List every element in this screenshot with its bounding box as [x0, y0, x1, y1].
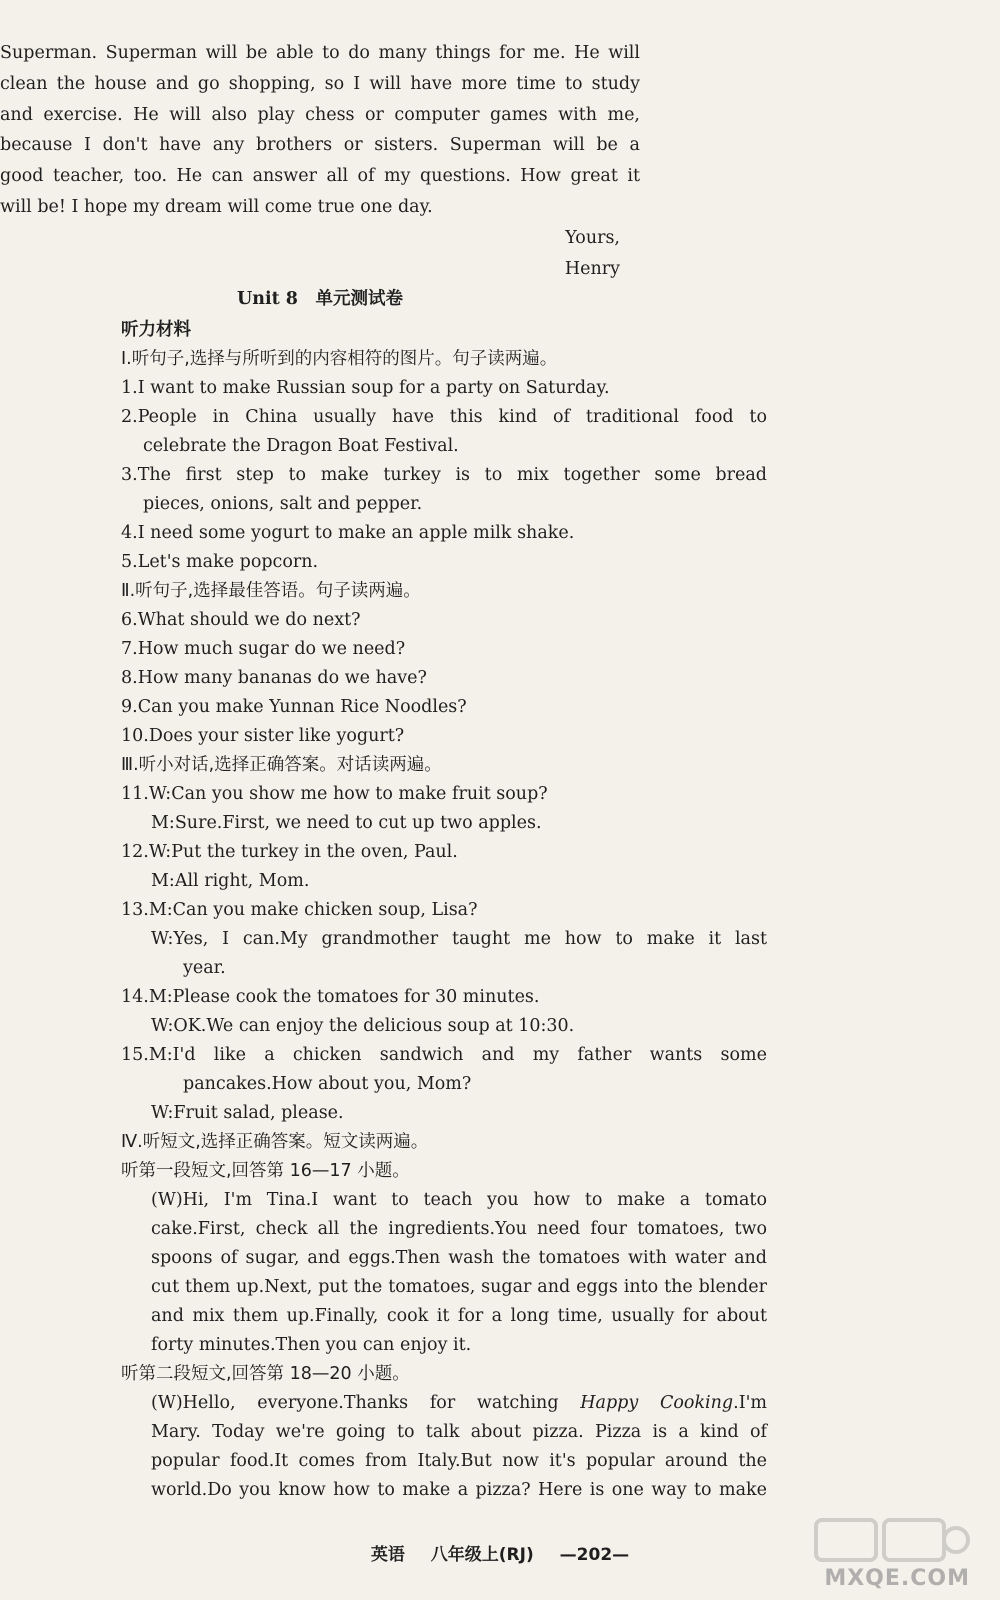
- passage-intro: 听第二段短文,回答第 18—20 小题。: [121, 1364, 410, 1384]
- unit-title: Unit 8 单元测试卷: [237, 289, 403, 310]
- question-item: W:Fruit salad, please.: [151, 1103, 344, 1123]
- question-item: 7.How much sugar do we need?: [121, 639, 406, 659]
- question-item: M:All right, Mom.: [151, 871, 310, 891]
- question-item: 3.The first step to make turkey is to mix together some bread: [121, 465, 767, 485]
- letter-line: because I don't have any brothers or sisters. Superman will be a: [0, 135, 640, 156]
- question-item: 8.How many bananas do we have?: [121, 668, 427, 688]
- question-item: W:Yes, I can.My grandmother taught me how to make it last: [151, 929, 767, 949]
- passage-line: (W)Hi, I'm Tina.I want to teach you how to make a tomato: [151, 1190, 767, 1210]
- question-item: 2.People in China usually have this kind of traditional food to: [121, 407, 767, 427]
- passage-line-text: (W)Hello, everyone.Thanks for watching: [151, 1393, 581, 1413]
- listening-material: [121, 316, 767, 1505]
- letter-line: good teacher, too. He can answer all of my questions. How great it: [0, 166, 640, 187]
- question-item: 14.M:Please cook the tomatoes for 30 minutes.: [121, 987, 540, 1007]
- section-heading: Ⅰ.听句子,选择与所听到的内容相符的图片。句子读两遍。: [121, 349, 558, 369]
- question-item: pieces, onions, salt and pepper.: [143, 494, 423, 514]
- listening-heading: 听力材料: [121, 320, 191, 340]
- question-item: 11.W:Can you show me how to make fruit soup?: [121, 784, 548, 804]
- section-heading: Ⅱ.听句子,选择最佳答语。句子读两遍。: [121, 581, 421, 601]
- question-item: celebrate the Dragon Boat Festival.: [143, 436, 459, 456]
- question-item: 12.W:Put the turkey in the oven, Paul.: [121, 842, 458, 862]
- question-item: 4.I need some yogurt to make an apple milk shake.: [121, 523, 575, 543]
- letter-line: and exercise. He will also play chess or computer games with me,: [0, 104, 640, 125]
- question-item: W:OK.We can enjoy the delicious soup at 10:30.: [151, 1016, 575, 1036]
- section-heading: Ⅳ.听短文,选择正确答案。短文读两遍。: [121, 1132, 429, 1152]
- passage-line: [121, 1389, 767, 1418]
- question-item: year.: [183, 958, 226, 978]
- passage-line: cut them up.Next, put the tomatoes, sugar and eggs into the blender: [151, 1277, 767, 1297]
- question-item: 15.M:I'd like a chicken sandwich and my father wants some: [121, 1045, 767, 1065]
- question-item: 1.I want to make Russian soup for a party on Saturday.: [121, 378, 610, 398]
- footer-grade: 八年级上(RJ): [430, 1545, 534, 1565]
- passage-line: forty minutes.Then you can enjoy it.: [151, 1335, 472, 1355]
- question-item: pancakes.How about you, Mom?: [183, 1074, 472, 1094]
- section-heading: Ⅲ.听小对话,选择正确答案。对话读两遍。: [121, 755, 442, 775]
- passage-line-text: .I'm: [733, 1393, 768, 1413]
- question-item: 5.Let's make popcorn.: [121, 552, 319, 572]
- question-item: 10.Does your sister like yogurt?: [121, 726, 405, 746]
- question-item: 9.Can you make Yunnan Rice Noodles?: [121, 697, 467, 717]
- letter-line: Superman. Superman will be able to do many things for me. He will: [0, 43, 640, 63]
- passage-line: popular food.It comes from Italy.But now it's popular around the: [151, 1451, 767, 1471]
- passage-line: cake.First, check all the ingredients.You need four tomatoes, two: [151, 1219, 767, 1239]
- show-title: Happy Cooking: [580, 1393, 734, 1413]
- question-item: 6.What should we do next?: [121, 610, 361, 630]
- passage-line: spoons of sugar, and eggs.Then wash the tomatoes with water and: [151, 1248, 767, 1268]
- passage-intro: 听第一段短文,回答第 16—17 小题。: [121, 1161, 410, 1181]
- footer-subject: 英语: [370, 1545, 405, 1565]
- letter-section: [0, 38, 640, 315]
- question-item: M:Sure.First, we need to cut up two apples.: [151, 813, 542, 833]
- passage-line: world.Do you know how to make a pizza? Here is one way to make: [151, 1480, 767, 1500]
- letter-closing: Yours,: [565, 227, 620, 248]
- letter-line: clean the house and go shopping, so I will have more time to study: [0, 73, 640, 94]
- passage-line: Mary. Today we're going to talk about pizza. Pizza is a kind of: [151, 1422, 767, 1442]
- footer-page-number: —202—: [559, 1545, 630, 1565]
- watermark-text: MXQE.COM: [824, 1566, 970, 1591]
- letter-signature: Henry: [564, 258, 620, 279]
- letter-line: will be! I hope my dream will come true one day.: [0, 196, 433, 217]
- passage-line: and mix them up.Finally, cook it for a long time, usually for about: [151, 1306, 767, 1326]
- question-item: 13.M:Can you make chicken soup, Lisa?: [121, 900, 478, 920]
